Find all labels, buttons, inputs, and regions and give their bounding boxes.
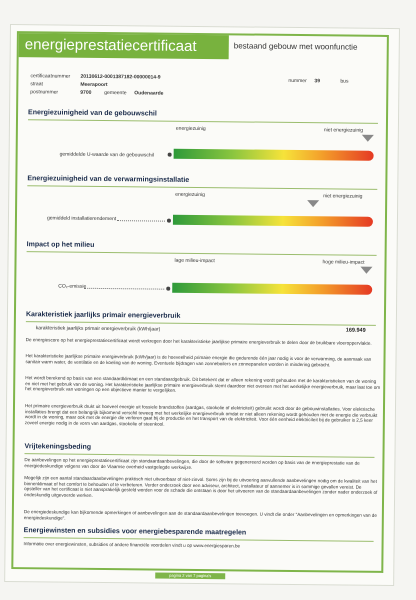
shell-label-high: niet energiezuinig (323, 127, 364, 134)
number-label: nummer (288, 77, 307, 85)
section-environment-title: Impact op het milieu (26, 241, 95, 249)
shell-marker-icon (362, 135, 374, 142)
postal-code-value: 9700 (80, 89, 92, 96)
primary-energy-paragraph-4: Het primaire energieverbruik drukt uit hoeveel energie uit fossiele brandstoffen (aardgas, stookolie of elektriciteit) gebruikt wordt door de gebouwinstallaties. Voor elektrische installaties brengt dat een belangrijk bijkomend verschil teweeg met het werkelijke energieverbruik omdat er niet alleen rekening wordt gehouden met de energie die verbruikt wordt in de woning, maar ook met de energie die verloren gaat bij de productie en het transport van de elektriciteit. Voor één eenheid elektriciteit bij de gebruiker is 2,5 keer zoveel energie nodig in de vorm van aardgas, stookolie of steenkool. (24, 403, 378, 427)
shell-energy-bar (174, 149, 374, 161)
certificate-number: 20130612-0001387182-00000014-9 (80, 73, 161, 81)
page-subtitle: bestaand gebouw met woonfunctie (233, 41, 358, 52)
municipality-value: Oudenaarde (134, 90, 164, 97)
section-primary-energy-title: Karakteristiek jaarlijks primair energieverbruik (25, 311, 181, 320)
heating-label-low: energiezuinig (175, 191, 206, 199)
municipality-label: gemeente (104, 89, 127, 97)
shell-dot-icon (168, 153, 172, 157)
page-footer: pagina 2 van 7 pagina's (155, 573, 225, 580)
environment-marker-icon (360, 267, 372, 274)
certificate-sheet (4, 24, 400, 586)
certificate-number-label: certificaatnummer (30, 73, 71, 80)
primary-energy-paragraph-3: Het wordt berekend op basis van een standaardklimaat en een standaardgebruik. Dit betekent dat er alleen rekening wordt gehouden met de karakteristieken van de woning en niet met het gebruik van de woning. Het karakteristieke jaarlijkse primaire energieverbruik stemt daardoor niet overeen met het werkelijke energieverbruik, maar laat toe om het energieverbruik van woningen op een objectieve manier te vergelijken. (25, 375, 381, 393)
street-value: Meerapoort (80, 81, 108, 89)
environment-label-low: lage milieu-impact (174, 257, 215, 265)
primary-energy-value: 169.949 (345, 327, 366, 334)
heating-dot-icon (167, 219, 171, 223)
primary-energy-paragraph-2: Het karakteristieke jaarlijkse primaire energieverbruik (kWh/jaar) is de hoeveelheid primaire energie die gedurende één jaar nodig is voor de verwarming, de aanmaak van sanitair warm water, de ventilatie en de koeling van de woning. Eventuele bijdragen van zonneboilers en zonnepanelen worden in mindering gebracht. (25, 353, 372, 367)
section-divider (27, 185, 377, 190)
primary-energy-row-label: karakteristiek jaarlijks primair energieverbruik (kWh/jaar) (35, 325, 161, 333)
shell-label-low: energiezuinig (175, 125, 206, 133)
heating-row-label: gemiddeld installatierendement (46, 215, 117, 223)
street-label: straat (30, 81, 43, 88)
heating-marker-icon (307, 200, 319, 207)
shell-row-label: gemiddelde U-waarde van de gebouwschil (59, 151, 154, 159)
environment-energy-bar (172, 283, 372, 295)
certificate-frame (11, 31, 389, 573)
environment-label-high: hoge milieu-impact (322, 259, 365, 266)
heating-label-high: niet energiezuinig (323, 193, 363, 200)
postal-code-label: postnummer (30, 89, 59, 96)
page-title: energieprestatiecertificaat (19, 33, 229, 59)
number-value: 39 (314, 78, 321, 85)
environment-dot-icon (166, 287, 170, 291)
environment-row-label: CO₂-emissie (58, 283, 87, 290)
section-disclaimer-title: Vrijtekeningsbeding (24, 443, 92, 451)
section-shell-title: Energiezuinigheid van de gebouwschil (28, 109, 157, 118)
heating-energy-bar (173, 215, 373, 227)
section-heating-title: Energiezuinigheid van de verwarmingsinstallatie (27, 175, 190, 184)
heating-leader-line (117, 220, 165, 222)
disclaimer-paragraph-1: De aanbevelingen op het energieprestatiecertificaat zijn standaardaanbevelingen, die door de software gegenereerd worden op basis van de energieprestatie van de energiedeskundige volgens van door de Vlaamse overheid vastgelegde werkwijze. (24, 457, 360, 470)
environment-leader-line (84, 288, 164, 290)
bus-label: bus (340, 78, 349, 85)
section-divider (27, 251, 377, 256)
primary-energy-paragraph-1: De energiescore op het energieprestatiecertificaat wordt verkregen door het karakteristieke jaarlijkse primaire energieverbruik te delen door de bruikbare vloeroppervlakte. (25, 337, 372, 346)
section-divider (28, 119, 378, 124)
section-subsidies-title: Energiewinsten en subsidies voor energiebesparende maatregelen (23, 527, 247, 537)
disclaimer-paragraph-3: De energiedeskundige kan bijkomende opmerkingen of aanbevelingen aan de standaardaanbevelingen toevoegen. U vindt die onder "Aanbevelingen en opmerkingen van de energiedeskundige". (23, 509, 377, 521)
disclaimer-paragraph-2: Mogelijk zijn een aantal standaardaanbevelingen praktisch niet uitvoerbaar of niet-zinvol. Soms zijn bij de uitvoering aanvullende aanbevelingen nodig om de kwaliteit van het binnenklimaat of het comfort te behouden of te verbeteren. Verder onderzoek door een adviseur, architect, installateur of aannemer is in sommige gevallen vereist. De opsteller van het certificaat is niet aansprakelijk gesteld worden voor de schade die ontstaan is door het uitvoeren van de standaardaanbevelingen zonder nader onderzoek of ondeskundig uitgevoerde werken. (24, 475, 378, 498)
subsidies-paragraph: Informatie over energiewinsten, subsidies of andere financiële voordelen vindt u op www.energiesparen.be (23, 541, 241, 549)
